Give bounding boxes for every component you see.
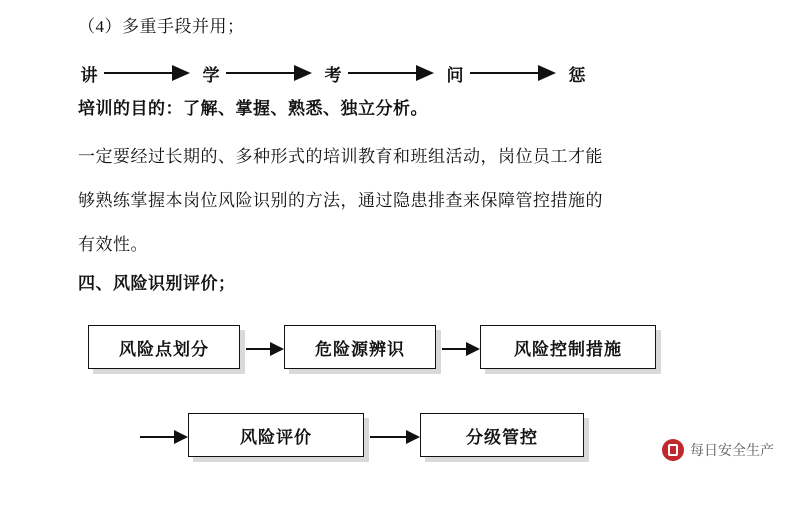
right-arrow-icon [246, 342, 286, 356]
shield-logo-icon [662, 439, 684, 461]
flow-box-hazard-identification: 危险源辨识 [284, 325, 436, 369]
watermark [662, 439, 774, 461]
chain-node-2: 学 [202, 65, 220, 85]
right-arrow-icon [226, 65, 318, 81]
right-arrow-icon [470, 65, 562, 81]
flow-box-risk-point-division: 风险点划分 [88, 325, 240, 369]
body-line-3: 有效性。 [78, 235, 148, 254]
chain-node-4: 问 [446, 65, 464, 85]
flow-box-risk-evaluation: 风险评价 [188, 413, 364, 457]
chain-node-3: 考 [324, 65, 342, 85]
body-line-1: 一定要经过长期的、多种形式的培训教育和班组活动，岗位员工才能 [78, 147, 603, 166]
body-line-2: 够熟练掌握本岗位风险识别的方法，通过隐患排查来保障管控措施的 [78, 191, 603, 210]
right-arrow-icon [370, 430, 422, 444]
right-arrow-icon [104, 65, 196, 81]
chain-node-1: 讲 [80, 65, 98, 85]
training-aim-line: 培训的目的：了解、掌握、熟悉、独立分析。 [78, 99, 428, 118]
flow-box-graded-control: 分级管控 [420, 413, 584, 457]
paragraph-item-4: （4）多重手段并用； [78, 17, 245, 36]
watermark-text: 每日安全生产 [690, 442, 774, 458]
section-4-title: 四、风险识别评价； [78, 274, 236, 293]
right-arrow-icon [140, 430, 190, 444]
right-arrow-icon [442, 342, 482, 356]
flow-box-risk-control-measures: 风险控制措施 [480, 325, 656, 369]
right-arrow-icon [348, 65, 440, 81]
chain-node-5: 惩 [568, 65, 586, 85]
training-chain-diagram [78, 58, 586, 88]
